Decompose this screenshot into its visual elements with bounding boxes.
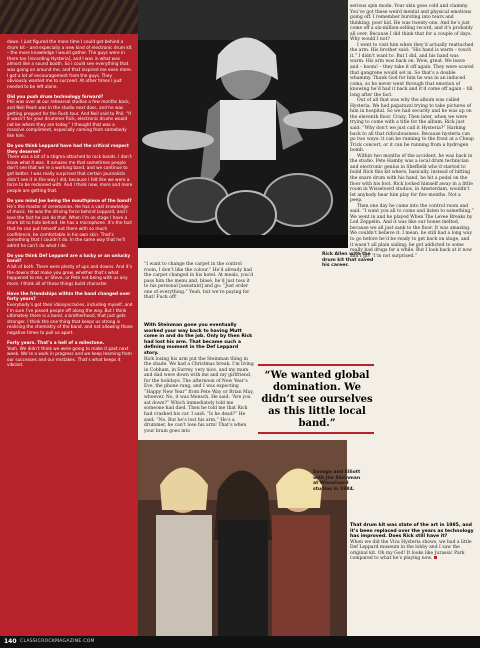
photo-caption-top: Rick Allen with the drum kit that saved his career.: [322, 252, 374, 269]
photo-caption-bottom: Savage and Elliott with Jim Steinman at Wisseloord studios in 1984.: [313, 470, 361, 492]
sidebar-answer: He’s the master of ceremonies. He has a vast knowledge of music. He was the driving force behind Leppard, and I love the fact he can do that. When I’m on stage I have a drum kit to hide behind. He has a microphone. It’s the fact that he can put himself out there with so much confidence, be comfortable in his own skin. That’s something that I couldn’t do. In the same way that he’ll admit he can’t do what I do.: [7, 204, 132, 249]
sidebar-answer: A bit of both. There were plenty of ups and downs. And it’s the downs that make you grow, whether that’s what happened to me, or Steve, or Pete not being with us any more. I think all of those things build character.: [7, 264, 133, 287]
sidebar-question: Have the friendships within the band changed over forty years?: [7, 291, 131, 303]
sidebar-answer: There was a bit of a stigma attached to rock bands. I don’t know what it was. It amazes me that sometimes people don’t see that we’re a working band, and we continue to get better. I was really surprised that certain journalists didn’t see it in the way I did, because I felt like we were a force to be reckoned with. And I think now, more and more people are getting that.: [7, 155, 133, 194]
article-paragraph: Out of all that was why the album was called Hysteria. We had paparazzi trying to take pictures of him in hospital. So we had security and he was up on the eleventh floor. Crazy. Then later, when we were trying to come with a title for the album, Rick just said: “Why don’t we just call it Hysteria?” Harking back to all that ridiculousness. Because hysteria can go two ways: it can be running to the front at a Cheap Trick concert, or it can be running from a hydrogen bomb.: [350, 98, 474, 154]
end-mark-icon: [434, 556, 437, 559]
sidebar-qa-item: [7, 254, 133, 288]
sidebar-qa-item: [7, 199, 133, 249]
sidebar-question: Forty years. That’s a hell of a milestone.: [7, 341, 105, 347]
sidebar-question: Do you mind Joe being the mouthpiece of the band?: [7, 198, 132, 204]
sidebar-qa: [7, 40, 133, 374]
sidebar-answer: down. I just figured the more time I could get behind a drum kit – and especially a new kind of electronic drum kit – the more knowledge I would gather. The guys were in there too [recording Hysteria], and I was in what was almost like a sound booth. So I could see everything that was going on around me, and that inspired me even more. I got a lot of encouragement from the guys. They obviously wanted me to succeed. At other times I just needed to be left alone.: [7, 40, 133, 90]
article-paragraph: Within two months of the accident, he was back in the studio. Pete Hamby was a local drum technician and electronic genius in Sheffield who’d started to build Rick this kit where, basically, instead of hitting the snare drum with his hand, he hit a pedal on the floor with his foot. Rick locked himself away in a little room in Wisseloord studios, in Amsterdam, wouldn’t let anybody hear him play for five months. Not a peep.: [350, 153, 473, 204]
article-paragraph: Rick losing his arm put the Steinman thing in the shade. We had a Christmas break. I’m living in Cobham, in Surrey, very nice, and my mum and dad were down with me and my girlfriend, for the holidays. The afternoon of New Year’s Eve, the phone rang, and I was expecting “Happy New Year” from Pete Way or Brian May, whoever. No, it was Mensch. He said: “Are you sat down?” Which immediately told me someone had died. Then he told me that Rick had crashed his car. I said: “Is he dead?” He said: “No. But he’s lost his arm.” He’s a drummer, he can’t lose his arm! That’s when your brain goes into: [144, 356, 254, 434]
article-paragraph: “I want to change the carpet in the control room, I don’t like the colour.” He’d already had the carpet changed in his hotel. At meals, you’d pass him the menu and, blasé, he’d just toss it to his personal [assistant] and go: “Just order one of everything.” Yeah, but we’re paying for that! Fuck off!: [144, 262, 254, 301]
interview-question: That drum kit was state of the art in 1985, and it’s been replaced over the years as technology has improved. Does Rick still have it?: [350, 523, 474, 540]
sidebar-panel: [0, 0, 138, 636]
sidebar-qa-item: [7, 144, 133, 194]
article-paragraph: serious spin mode. Your skin goes cold and clammy. You’ve got these weird mental and physical emotions going off. I remember bursting into tears and thinking: poor kid. He was twenty-one. And he’s just come off a six-million-selling record, and it’s probably all over. Because I did think that for a couple of days. Why would I not?: [350, 4, 473, 43]
article-column-right-end: [350, 520, 474, 562]
sidebar-qa-item: [7, 95, 133, 140]
pullquote-rule-top: [258, 364, 374, 366]
article-column-middle: [144, 320, 254, 434]
interview-question: With Steinman gone you eventually worked your way back to having Mutt come in and do the job. Only by then Rick had lost his arm. That became such a defining moment in the Def Leppard story.: [144, 323, 253, 356]
page-footer: [0, 636, 480, 648]
site-url: CLASSICROCKMAGAZINE.COM: [20, 639, 95, 644]
pull-quote: “We wanted global domination. We didn’t see ourselves as this little local band.”: [261, 370, 373, 429]
article-column-right: [350, 4, 474, 259]
article-paragraph: I went to visit him when they’d actually reattached the arm. His brother said: “His hand is warm – touch it.” I didn’t want to. But I did, and his hand was warm. His arm was back on. Wow, great. We leave and – boom! – they take it off again. They were scared that gangrene would set in. So that’s a double whammy. Thank God for him he was in an induced coma, so he never went through that emotion of knowing he’d had it back and it’d come off again – till long after the fact.: [350, 42, 474, 98]
sidebar-question: Did you push drum technology forward?: [7, 94, 104, 100]
article-column-middle-top: [144, 262, 314, 301]
sidebar-qa-item: [7, 292, 133, 337]
sidebar-qa-item: [7, 40, 133, 90]
sidebar-question: Do you think Leppard have had the critical respect they deserve?: [7, 144, 129, 155]
article-paragraph: When we did the Viva Hysteria shows, we had a little Def Leppard museum in the lobby and I saw the original kit. Oh my God! It looks like Jurassic Park compared to what he’s playing now.: [350, 539, 472, 562]
sidebar-answer: Phil was over at our rehearsal studios a few months back, and Neil Peart was in the studio next door, and he was getting prepped for the Rush tour. And Neil said to Phil: “If it wasn’t for your drummer Rick, electronic drums would not be where they are today.” I thought that was a massive compliment, especially coming from somebody like him.: [7, 100, 132, 139]
photo-rick-allen-drum-kit: [138, 0, 348, 248]
page-number: 140: [4, 638, 17, 645]
decorative-pattern-strip: [0, 0, 138, 34]
sidebar-question: Do you think Def Leppard are a lucky or an unlucky band?: [7, 253, 131, 265]
sidebar-answer: Yeah. We didn’t think we were going to make it past next week. We’re a work in progress and we keep learning from our successes and our mistakes. That’s what keeps it vibrant.: [7, 346, 132, 369]
sidebar-qa-item: [7, 341, 133, 369]
sidebar-answer: Everybody’s got their idiosyncracies, including myself, and I’m sure I’ve pissed people off along the way. But I think ultimately there is a bond, a brotherhood, that just gets stronger. I think the one thing that keeps us strong is realising the chemistry of the band, and not allowing those negative times to pull us apart.: [7, 303, 133, 336]
pullquote-rule-bottom: [258, 432, 374, 434]
article-paragraph: Then one day he came into the control room and said: “I want you all to come and listen to something.” We went in and he played When The Levee Breaks by Led Zeppelin. And it was like our bones melted, because we all just sank to the floor. It was amazing. We couldn’t believe it. I mean, he still had a long way to go before he’d be ready to get back on stage, and it wasn’t all plain sailing; he got addicted to some really bad drugs for a while. But I look back at it now and I go: “I’m not surprised.”: [350, 203, 474, 259]
